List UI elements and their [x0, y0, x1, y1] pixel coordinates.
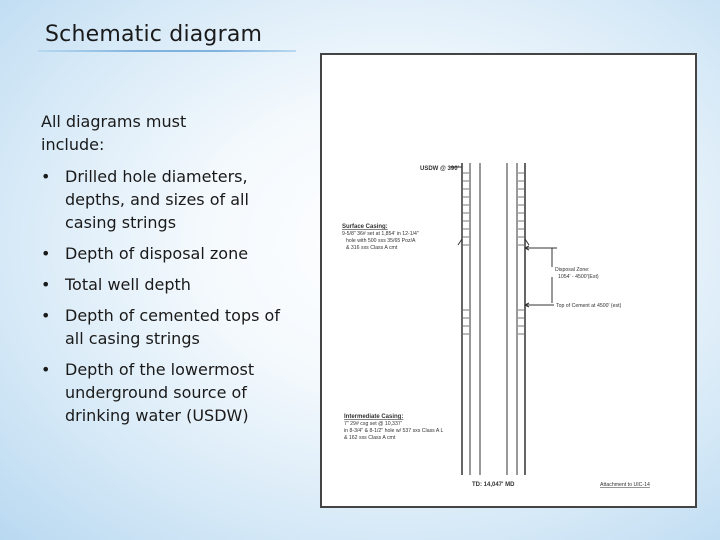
list-item: [41, 304, 281, 350]
disposal-zone-label: Disposal Zone:: [555, 267, 590, 273]
bullet-icon: •: [41, 244, 51, 263]
bullet-icon: •: [41, 275, 51, 294]
bullet-icon: •: [41, 306, 51, 325]
intermediate-casing-line: 7" 29# csg set @ 10,337': [344, 421, 402, 427]
intermediate-casing-line: & 162 sxs Class A cmt: [344, 435, 396, 441]
list-item: [41, 242, 281, 265]
well-schematic-document: [320, 53, 697, 508]
disposal-zone-depth: 1054' - 4500'(Est): [558, 274, 599, 280]
usdw-label: USDW @ 390': [420, 166, 459, 172]
td-label: TD: 14,047' MD: [472, 482, 515, 488]
bullet-text: Drilled hole diameters, depths, and sizes of all casing strings: [65, 167, 249, 232]
list-item: [41, 273, 281, 296]
surface-casing-line: 9-5/8" 36# set at 1,854' in 12-1/4": [342, 231, 419, 237]
surface-casing-line: hole with 500 sxs 35/65 Poz/A: [346, 238, 416, 244]
bullet-text: Depth of the lowermost underground source of drinking water (USDW): [65, 360, 255, 425]
bullet-text: Depth of disposal zone: [65, 244, 249, 263]
surface-casing-heading: Surface Casing:: [342, 224, 388, 230]
surface-cement-hatch: [463, 173, 524, 245]
requirements-list: [41, 165, 281, 427]
slide-title: Schematic diagram: [45, 22, 263, 47]
cement-top-label: Top of Cement at 4500' (est): [556, 303, 622, 309]
list-item: [41, 358, 281, 427]
surface-casing-line: & 316 sxs Class A cmt: [346, 245, 398, 251]
bullet-icon: •: [41, 167, 51, 186]
bullet-text: Total well depth: [65, 275, 191, 294]
lower-cement-hatch: [463, 310, 524, 334]
well-schematic-svg: [322, 55, 695, 506]
list-item: [41, 165, 281, 234]
intermediate-casing-heading: Intermediate Casing:: [344, 414, 404, 420]
casing-shoe: [458, 239, 529, 245]
bullet-icon: •: [41, 360, 51, 379]
attachment-footer: Attachment to UIC-14: [600, 482, 650, 488]
bullet-text: Depth of cemented tops of all casing strings: [65, 306, 280, 348]
intro-text: All diagrams must include:: [41, 112, 187, 154]
intermediate-casing-line: in 8-3/4" & 8-1/2" hole w/ 537 sxs Class A L: [344, 428, 444, 434]
title-underline: [38, 50, 296, 52]
